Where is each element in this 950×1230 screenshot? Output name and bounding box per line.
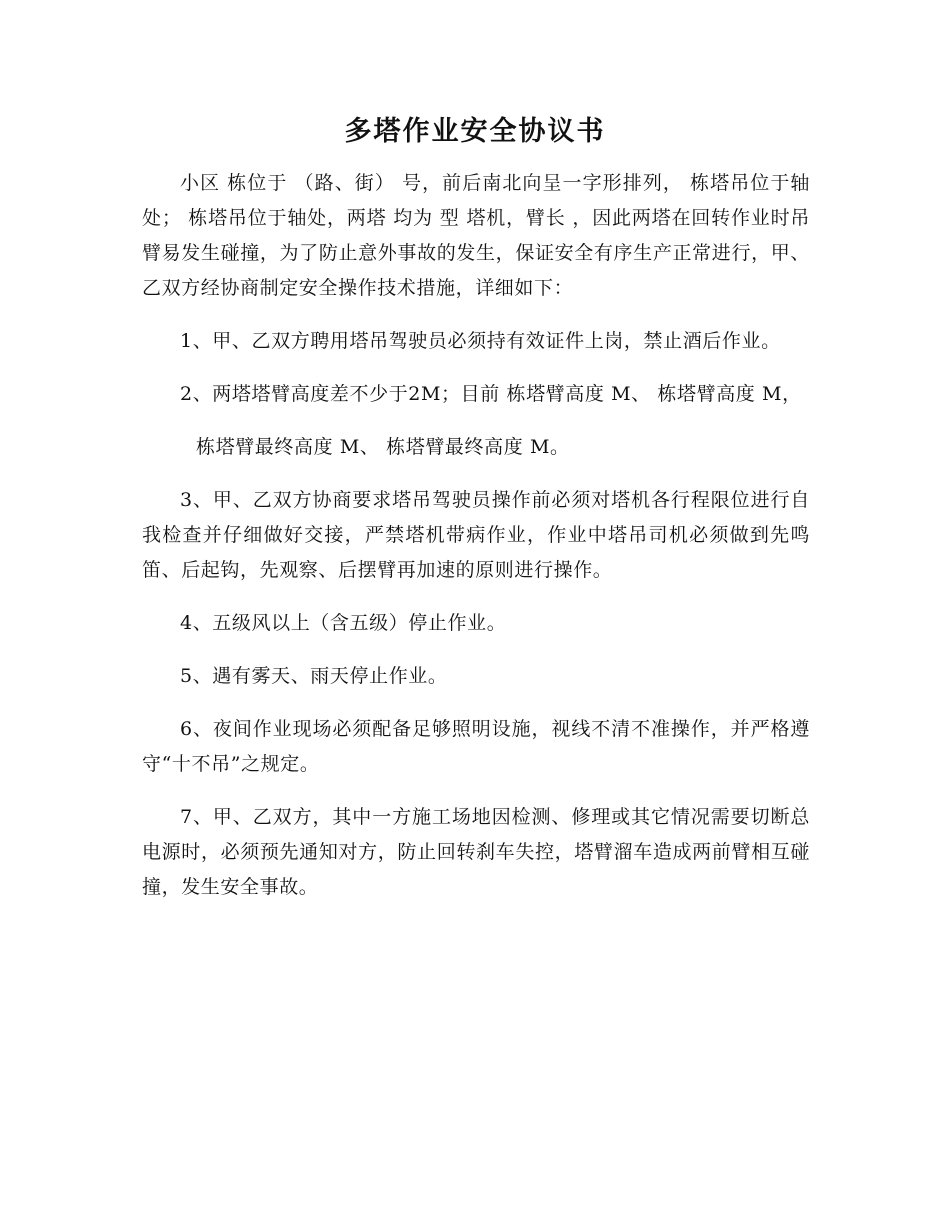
- clause-6: 6、夜间作业现场必须配备足够照明设施，视线不清不准操作，并严格遵守“十不吊”之规定。: [142, 718, 810, 775]
- clause-4: 4、五级风以上（含五级）停止作业。: [180, 612, 507, 634]
- clause-1: 1、甲、乙双方聘用塔吊驾驶员必须持有效证件上岗，禁止酒后作业。: [180, 330, 781, 352]
- clause-7: 7、甲、乙双方，其中一方施工场地因检测、修理或其它情况需要切断总电源时，必须预先通知对方，防止回转刹车失控，塔臂溜车造成两前臂相互碰撞，发生安全事故。: [142, 806, 810, 898]
- clause-2-continuation: 栋塔臂最终高度 M、 栋塔臂最终高度 M。: [196, 436, 570, 458]
- document-body: [142, 166, 810, 905]
- clause-5: 5、遇有雾天、雨天停止作业。: [180, 665, 448, 687]
- intro-paragraph: 小区 栋位于 （路、街） 号，前后南北向呈一字形排列， 栋塔吊位于轴处； 栋塔吊位于轴处，两塔 均为 型 塔机，臂长 ，因此两塔在回转作业时吊臂易发生碰撞，为了防止意外事故的发生，保证安全有序生产正常进行，甲、乙双方经协商制定安全操作技术措施，详细如下：: [142, 172, 810, 299]
- document-title: 多塔作业安全协议书: [344, 116, 606, 147]
- clause-2: 2、两塔塔臂高度差不少于2M；目前 栋塔臂高度 M、 栋塔臂高度 M，: [180, 383, 802, 405]
- clause-3: 3、甲、乙双方协商要求塔吊驾驶员操作前必须对塔机各行程限位进行自我检查并仔细做好交接，严禁塔机带病作业，作业中塔吊司机必须做到先鸣笛、后起钩，先观察、后摆臂再加速的原则进行操作。: [142, 489, 810, 581]
